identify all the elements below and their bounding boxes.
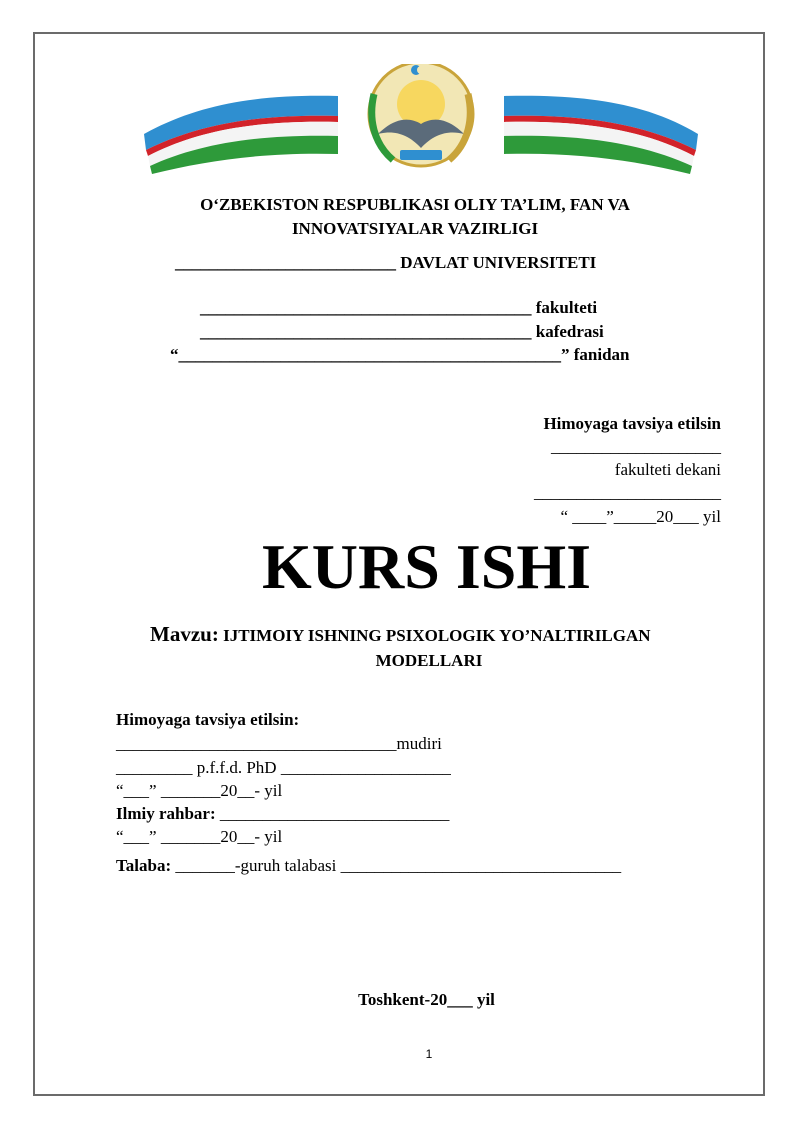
ministry-line1: O‘ZBEKISTON RESPUBLIKASI OLIY TA’LIM, FAN VA	[200, 195, 630, 214]
student-group-text: -guruh talabasi	[234, 856, 341, 875]
topic-label: Mavzu:	[150, 622, 219, 646]
dept-head-line	[116, 732, 442, 755]
university-line	[175, 251, 596, 274]
department-line	[200, 320, 604, 343]
dept-approval-heading: Himoyaga tavsiya etilsin:	[116, 710, 300, 729]
ministry-line2: INNOVATSIYALAR VAZIRLIGI	[291, 219, 539, 238]
student-group-blank: _______	[171, 856, 235, 875]
flag-left	[144, 96, 338, 174]
supervisor-blank: ___________________________	[215, 804, 450, 823]
degree-label: p.f.f.d. PhD	[192, 758, 281, 777]
dept-approval-date: “___” _______20__- yil	[116, 781, 283, 800]
subject-blank: _____________________________________________	[178, 345, 561, 364]
dean-name-blank: ______________________	[534, 483, 721, 502]
university-blank: __________________________	[175, 253, 396, 272]
subject-line	[170, 343, 630, 366]
topic-line1	[150, 622, 651, 647]
student-name-blank: _________________________________	[340, 856, 622, 875]
dean-signature-blank: ____________________	[551, 437, 721, 456]
student-label: Talaba:	[116, 856, 172, 875]
page-number: 1	[425, 1047, 433, 1061]
subject-open-quote: “	[170, 345, 179, 364]
university-name: DAVLAT UNIVERSITETI	[400, 253, 597, 272]
document-title: KURS ISHI	[262, 531, 591, 602]
degree-blank-right: ____________________	[280, 758, 451, 777]
degree-line	[116, 756, 451, 779]
faculty-blank: _______________________________________	[200, 298, 532, 317]
topic-text-line2: MODELLARI	[375, 651, 483, 670]
dean-approval-date: “ ____”_____20___ yil	[560, 507, 721, 526]
city-year: Toshkent-20___ yil	[358, 990, 495, 1009]
student-line	[116, 854, 621, 877]
dean-approval-heading: Himoyaga tavsiya etilsin	[543, 414, 721, 433]
state-emblem	[369, 64, 473, 166]
uzbekistan-emblem-flag-image	[138, 64, 704, 174]
dept-head-role: mudiri	[396, 734, 442, 753]
faculty-label: fakulteti	[535, 298, 598, 317]
department-label: kafedrasi	[535, 322, 604, 341]
supervisor-line	[116, 802, 449, 825]
supervisor-date: “___” _______20__- yil	[116, 827, 283, 846]
dean-role: fakulteti dekani	[614, 460, 721, 479]
flag-right	[504, 96, 698, 174]
topic-text-line1: IJTIMOIY ISHNING PSIXOLOGIK YO’NALTIRILGAN	[223, 626, 651, 645]
faculty-line	[200, 296, 597, 319]
degree-blank-left: _________	[116, 758, 193, 777]
supervisor-label: Ilmiy rahbar:	[116, 804, 216, 823]
department-blank: _______________________________________	[200, 322, 532, 341]
ministry-name	[100, 193, 730, 241]
subject-label: ” fanidan	[561, 345, 630, 364]
dept-head-blank: _________________________________	[116, 734, 397, 753]
